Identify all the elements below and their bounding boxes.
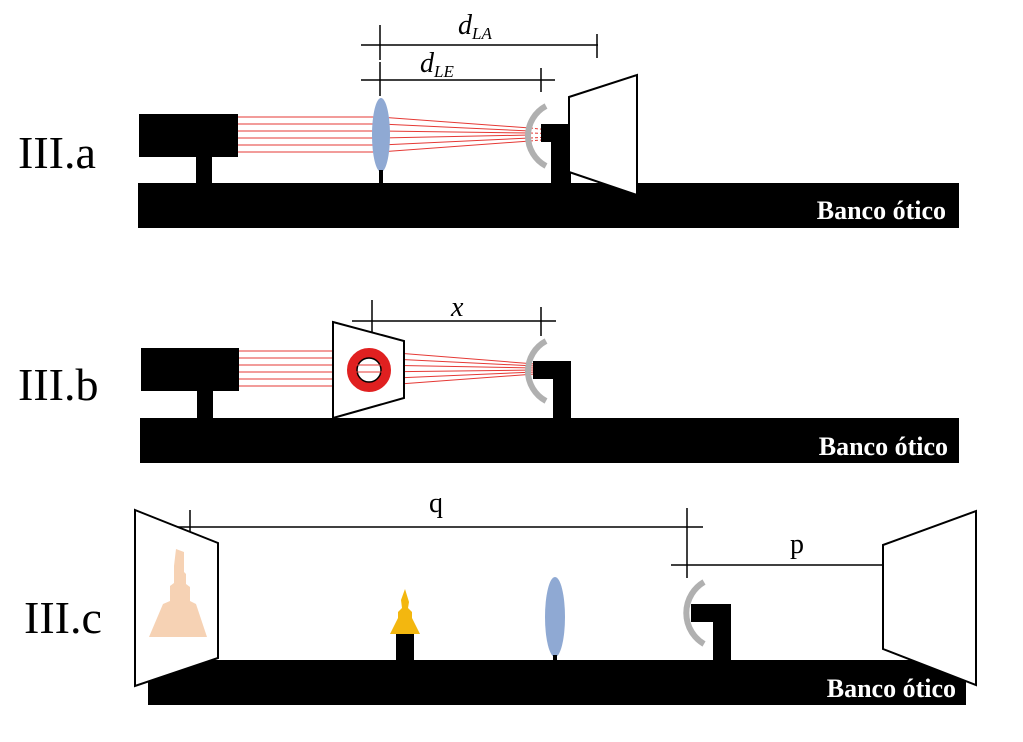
dimension-label-x: x bbox=[451, 292, 464, 323]
converging-lens-c bbox=[545, 577, 565, 661]
laser-a bbox=[139, 114, 238, 185]
dimension-label-p: p bbox=[790, 529, 804, 560]
dimension-label-d-la: dLA bbox=[458, 10, 492, 43]
panel-label-c: III.c bbox=[24, 592, 102, 643]
bench-label-a: Banco ótico bbox=[816, 196, 946, 225]
screen-a bbox=[569, 75, 637, 195]
converging-lens-a bbox=[372, 98, 390, 184]
dimension-q bbox=[176, 488, 703, 578]
dimension-label-q: q bbox=[429, 488, 443, 519]
bench-label-c: Banco ótico bbox=[826, 674, 956, 703]
dimension-d-le bbox=[361, 48, 555, 96]
panel-b bbox=[18, 292, 959, 463]
panel-label-a: III.a bbox=[18, 127, 96, 178]
screen-with-hole-b bbox=[333, 322, 404, 418]
object-candle bbox=[390, 589, 420, 661]
concave-mirror-c bbox=[686, 582, 731, 661]
screen-right-c bbox=[883, 511, 976, 685]
dimension-d-la bbox=[361, 10, 598, 60]
concave-mirror-b bbox=[528, 341, 571, 419]
dimension-label-d-le: dLE bbox=[420, 48, 454, 81]
dimension-x bbox=[352, 292, 556, 336]
bench-label-b: Banco ótico bbox=[818, 432, 948, 461]
panel-c bbox=[24, 488, 976, 705]
panel-label-b: III.b bbox=[18, 359, 99, 410]
panel-a bbox=[18, 10, 959, 228]
laser-b bbox=[141, 348, 239, 419]
concave-mirror-a bbox=[528, 106, 571, 184]
